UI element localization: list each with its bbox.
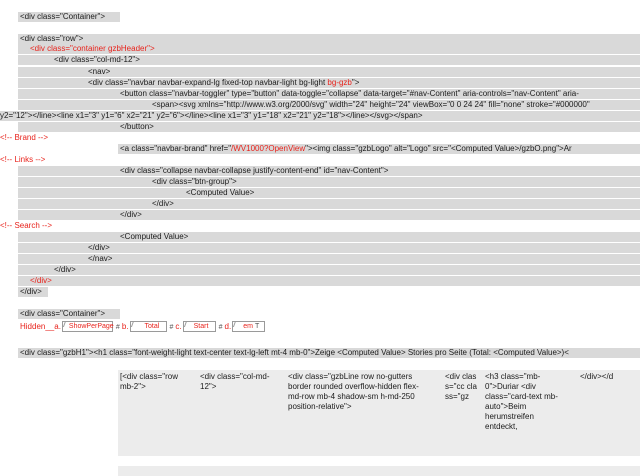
hidden-fields-row xyxy=(20,321,266,334)
field-show-per-page[interactable]: ShowPerPage xyxy=(62,321,113,332)
field-total[interactable]: Total xyxy=(130,321,167,332)
table-cell-h3: <h3 class="mb-0">Duriar <div class="card-text mb-auto">Beim herumstreifen entdeckt, xyxy=(485,372,558,431)
code-line-highlight xyxy=(18,122,640,132)
table-cell-div-close: </div></d xyxy=(580,372,614,381)
table-cell-col-md-12: <div class="col-md-12"> xyxy=(200,372,270,391)
code-line-highlight xyxy=(18,243,640,253)
table-cell-row-mb2: [<div class="row mb-2"> xyxy=(120,372,178,391)
table-block-background-next-row xyxy=(118,466,640,476)
nav-open-tag: <nav> xyxy=(88,67,111,76)
code-line-highlight xyxy=(18,177,640,187)
navbar-div-text: <div class="navbar navbar-expand-lg fixed-top navbar-light bg-light xyxy=(88,78,328,87)
hash-marker: # xyxy=(218,324,223,331)
container-open-tag: <div class="Container"> xyxy=(20,12,106,21)
brand-anchor-suffix: "><img class="gzbLogo" alt="Logo" src="<Computed Value>/gzbO.png">Ar xyxy=(305,144,572,153)
hash-marker: # xyxy=(169,324,174,331)
code-line-highlight xyxy=(18,232,640,242)
navbar-div-tag xyxy=(88,78,359,88)
code-line-highlight xyxy=(18,265,640,275)
code-line-highlight xyxy=(18,34,640,44)
hidden-label: Hidden__a. xyxy=(20,322,61,331)
div-close-tag: </div> xyxy=(152,199,174,208)
table-cell-div-cc: <div class="cc class="gz xyxy=(445,372,477,401)
gzbh1-line: <div class="gzbH1"><h1 class="font-weight-light text-center text-lg-left mt-4 mb-0">Zeige <Computed Value> Stories pro Seite (Total: <Computed Value>)< xyxy=(20,348,569,357)
code-line-highlight xyxy=(18,276,640,286)
computed-value-text: <Computed Value> xyxy=(186,188,255,197)
code-line-highlight xyxy=(18,67,640,77)
button-toggler-tag: <button class="navbar-toggler" type="button" data-toggle="collapse" data-target="#nav-Content" aria-controls="nav-Content" aria- xyxy=(120,89,579,98)
search-comment: <!-- Search --> xyxy=(0,221,53,230)
div-close-tag: </div> xyxy=(20,287,42,296)
button-close-tag: </button> xyxy=(120,122,154,131)
nav-close-tag: </nav> xyxy=(88,254,113,263)
btn-group-tag: <div class="btn-group"> xyxy=(152,177,237,186)
code-line-highlight xyxy=(18,188,640,198)
label-c: c. xyxy=(175,322,182,331)
links-comment: <!-- Links --> xyxy=(0,155,46,164)
span-svg-tag: <span><svg xmlns="http://www.w3.org/2000/svg" width="24" height="24" viewBox="0 0 24 24" fill="none" stroke="#000000" xyxy=(152,100,590,109)
field-em-text: em xyxy=(243,323,253,331)
label-b: b. xyxy=(121,322,129,331)
brand-anchor-tag xyxy=(120,144,572,154)
brand-comment: <!-- Brand --> xyxy=(0,133,49,142)
div-close-tag-red: </div> xyxy=(30,276,52,285)
text-type-icon: T xyxy=(254,323,260,331)
label-d: d. xyxy=(224,322,232,331)
div-close-tag: </div> xyxy=(54,265,76,274)
svg-continuation-line: y2="12"></line><line x1="3" y1="6" x2="21" y2="6"></line><line x1="3" y1="18" x2="21" y2="18"></line></svg></span> xyxy=(0,111,423,120)
field-em[interactable] xyxy=(232,321,265,332)
collapse-div-tag: <div class="collapse navbar-collapse justify-content-end" id="nav-Content"> xyxy=(120,166,389,175)
col-md-12-tag: <div class="col-md-12"> xyxy=(54,55,140,64)
code-line-highlight xyxy=(18,199,640,209)
container-open-tag-2: <div class="Container"> xyxy=(20,309,106,318)
brand-anchor-href: /WV1000?OpenView xyxy=(231,144,306,153)
navbar-div-red-text: bg-gzb xyxy=(327,78,352,87)
row-open-tag: <div class="row"> xyxy=(20,34,84,43)
hash-marker: # xyxy=(115,324,120,331)
table-cell-gzbline: <div class="gzbLine row no-gutters border rounded overflow-hidden flex-md-row mb-4 shadow-sm h-md-250 position-relative"> xyxy=(288,372,419,411)
div-close-tag: </div> xyxy=(120,210,142,219)
field-start[interactable]: Start xyxy=(183,321,216,332)
div-close-tag: </div> xyxy=(88,243,110,252)
brand-anchor-prefix: <a class="navbar-brand" href=" xyxy=(120,144,232,153)
search-computed-value: <Computed Value> xyxy=(120,232,189,241)
navbar-div-suffix: "> xyxy=(351,78,360,87)
container-header-tag: <div class="container gzbHeader"> xyxy=(30,44,155,53)
code-line-highlight xyxy=(18,210,640,220)
